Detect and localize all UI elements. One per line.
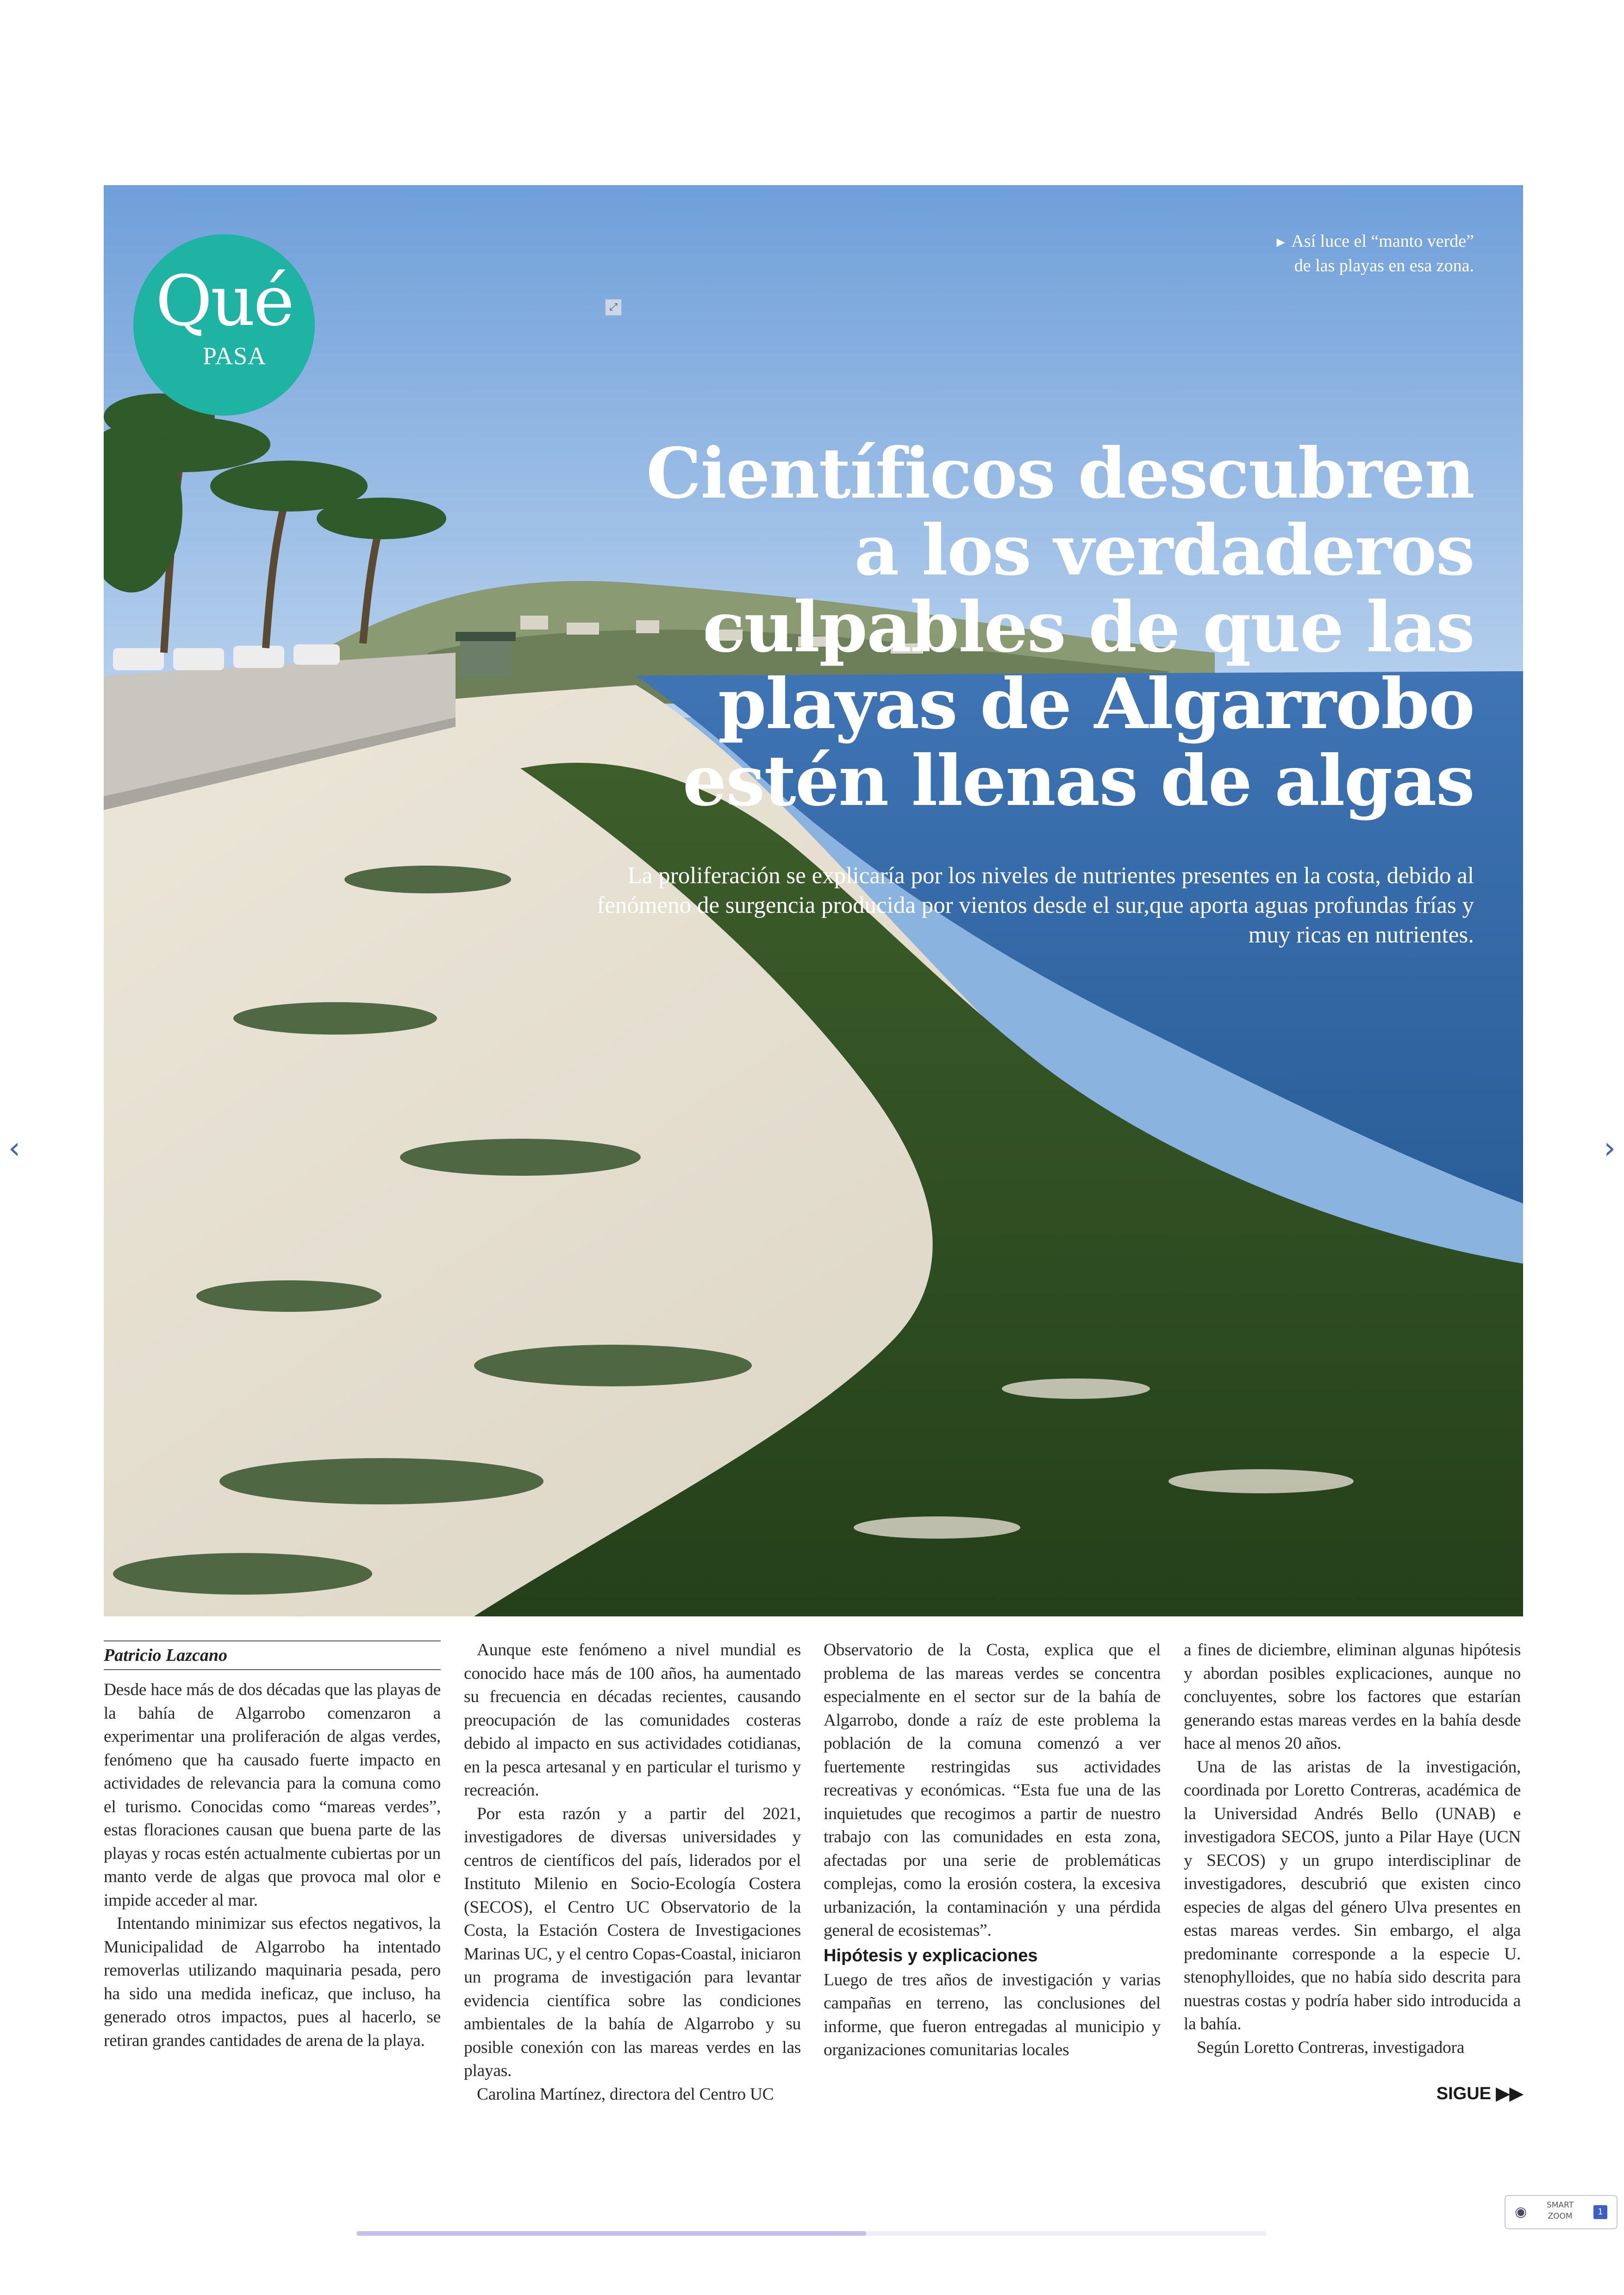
- subtitle: La proliferación se explicaría por los niveles de nutrientes presentes en la costa, debido al fenómeno de surgencia producida por vientos desde el sur,que aporta aguas profundas frías y muy ricas en nutrientes.: [597, 863, 1474, 948]
- article-column-1: [104, 1678, 441, 2052]
- smart-zoom-label-line-1: SMART: [1546, 2201, 1574, 2210]
- photo-caption: [1274, 230, 1474, 277]
- headline: [456, 433, 1474, 822]
- reading-progress-fill: [356, 2231, 866, 2236]
- paragraph: Desde hace más de dos décadas que las playas de la bahía de Algarrobo comenzaron a experimentar una proliferación de algas verdes, fenómeno que ha causado fuerte impacto en actividades de relevancia para la comuna como el turismo. Conocidas como “mareas verdes”, estas floraciones causan que buena parte de las playas y rocas estén actualmente cubiertas por un manto verde de algas que provoca mal olor e impide acceder al mar.: [104, 1680, 441, 1910]
- headline-line: playas de Algarrobo: [718, 663, 1474, 745]
- reading-progress-bar[interactable]: [356, 2231, 1267, 2236]
- headline-line: Científicos descubren: [646, 433, 1474, 514]
- paragraph: Luego de tres años de investigación y varias campañas en terreno, las conclusiones del informe, que fueron entregadas al municipio y organizaciones comunitarias locales: [824, 1970, 1161, 2059]
- next-page-icon[interactable]: ›: [1604, 1131, 1616, 1166]
- headline-line: estén llenas de algas: [682, 740, 1474, 822]
- badge-pasa: PASA: [203, 342, 267, 370]
- section-subhead: Hipótesis y explicaciones: [824, 1946, 1038, 1965]
- que-pasa-badge: [133, 234, 315, 416]
- paragraph: Una de las aristas de la investigación, coordinada por Loretto Contreras, académica de la Universidad Andrés Bello (UNAB) e investigadora SECOS, junto a Pilar Haye (UCN y SECOS) y un grupo interdisciplinar de investigadores, descubrió que existen cinco especies de algas del género Ulva presentes en estas mareas verdes. Sin embargo, el alga predominante corresponde a la especie U. stenophylloides, que no había sido descrita para nuestras costas y podría haber sido introducida a la bahía.: [1184, 1757, 1521, 2033]
- paragraph: Según Loretto Contreras, investigadora: [1197, 2038, 1465, 2057]
- paragraph: Observatorio de la Costa, explica que el problema de las mareas verdes se concentra especialmente en el sector sur de la bahía de Algarrobo, donde a raíz de este problema la población de la comuna comenzó a ver fuertemente restringidas sus actividades recreativas y económicas. “Esta fue una de las inquietudes que recogimos a partir de nuestro trabajo con las comunidades en esta zona, afectadas por una serie de problemáticas complejas, como la erosión costera, la excesiva urbanización, la contaminación y una pérdida general de ecosistemas”.: [824, 1640, 1161, 1940]
- hero-photo: [104, 185, 1523, 1616]
- author-rule-bottom: [104, 1669, 441, 1670]
- headline-line: a los verdaderos: [854, 510, 1474, 591]
- article-column-4: [1184, 1639, 1521, 2059]
- eye-icon: ◉: [1515, 2204, 1527, 2220]
- caption-arrow-icon: ►: [1274, 235, 1288, 250]
- prev-page-icon[interactable]: ‹: [8, 1131, 20, 1166]
- author-rule-top: [104, 1640, 441, 1641]
- headline-line: culpables de que las: [702, 586, 1474, 668]
- smart-zoom-label-line-2: ZOOM: [1548, 2212, 1573, 2221]
- smart-zoom-button[interactable]: [1505, 2195, 1618, 2229]
- author-byline: Patricio Lazcano: [104, 1646, 228, 1665]
- caption-line-1: Así luce el “manto verde”: [1291, 231, 1474, 251]
- article-column-2: [464, 1639, 801, 2106]
- paragraph: Por esta razón y a partir del 2021, investigadores de diversas universidades y centros de científicos del país, liderados por el Instituto Milenio en Socio-Ecología Costera (SECOS), el Centro UC Observatorio de la Costa, la Estación Costera de Investigaciones Marinas UC, y el centro Copas-Coastal, iniciaron un programa de investigación para levantar evidencia científica sobre las condiciones ambientales de la bahía de Algarrobo y su posible conexión con las mareas verdes en las playas.: [464, 1804, 801, 2080]
- continue-label[interactable]: SIGUE ▶▶: [1436, 2084, 1523, 2103]
- paragraph: Intentando minimizar sus efectos negativos, la Municipalidad de Algarrobo ha intentado removerlas utilizando maquinaria pesada, pero ha sido una medida ineficaz, que incluso, ha generado otros impactos, pues al hacerlo, se retiran grandes cantidades de arena de la playa.: [104, 1914, 441, 2050]
- caption-line-2: de las playas en esa zona.: [1294, 256, 1474, 275]
- paragraph: Carolina Martínez, directora del Centro UC: [477, 2084, 774, 2104]
- page-indicator: 1: [1593, 2205, 1607, 2219]
- badge-que: Qué: [155, 261, 293, 342]
- paragraph: Aunque este fenómeno a nivel mundial es conocido hace más de 100 años, ha aumentado su frecuencia en décadas recientes, causando preocupación de las comunidades costeras debido al impacto en sus actividades cotidianas, en la pesca artesanal y en particular el turismo y recreación.: [464, 1640, 801, 1800]
- article-column-3: [824, 1639, 1161, 2062]
- paragraph: a fines de diciembre, eliminan algunas hipótesis y abordan posibles explicaciones, aunque no concluyentes, sobre los factores que estarían generando estas mareas verdes en la bahía desde hace al menos 20 años.: [1184, 1640, 1521, 1753]
- share-icon[interactable]: ⤢: [605, 299, 622, 316]
- smart-zoom-label: [1542, 2200, 1579, 2222]
